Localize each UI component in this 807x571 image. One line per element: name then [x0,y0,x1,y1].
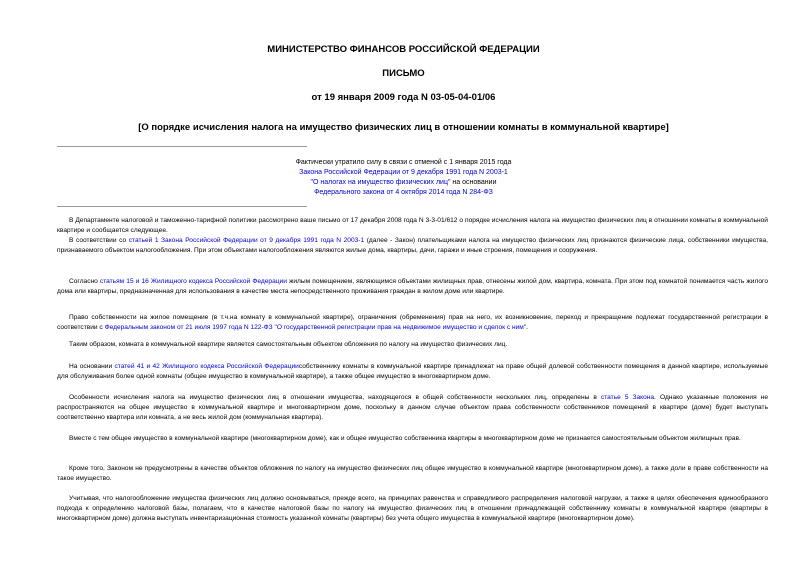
divider-top [57,146,307,147]
paragraph-6-text-b: собственнику комнаты в коммунальной квартире принадлежат на праве общей долевой собственности помещения в данной квартире, используемые для обслуживания более одной комнаты (общее имущество в коммунальной квартире), а также общее имущество в многоквартирном доме. [57,363,768,380]
paragraph-6 [57,362,768,382]
document-subject: [О порядке исчисления налога на имущество физических лиц в отношении комнаты в коммунальной квартире] [138,122,669,133]
paragraph-4-text-a: Право собственности на жилое помещение (в т.ч.на комнату в коммунальной квартире), ограничения (обременения) прав на него, их возникновение, переход и прекращение подлежат государственной регистрации в соответствии с [57,314,768,331]
paragraph-2 [57,236,768,256]
status-note [0,158,807,198]
divider-bottom [57,206,307,207]
document-date-number: от 19 января 2009 года N 03-05-04-01/06 [311,92,496,103]
paragraph-2-text-b: (далее - Закон) плательщиками налога на имущество физических лиц признаются физические лица, собственники имущества, признаваемого объектом налогообложения. При этом объектами налогообложения являются жилые дома, квартиры, дачи, гаражи и иные строения, помещения и сооружения. [57,237,768,254]
article-1-law-link[interactable]: статьей 1 Закона Российской Федерации от 9 декабря 1991 года N 2003-1 [128,237,365,244]
article-5-law-link[interactable]: статье 5 Закона [600,394,655,401]
law-2003-1-link[interactable]: Закона Российской Федерации от 9 декабря 1991 года N 2003-1 [299,169,508,176]
paragraph-5: Таким образом, комната в коммунальной квартире является самостоятельным объектом обложения по налогу на имущество физических лиц. [69,341,508,348]
status-note-line: Фактически утратило силу в связи с отменой с 1 января 2015 года [295,159,512,166]
paragraph-2-text-a: В соответствии со [69,237,129,244]
document-type: ПИСЬМО [382,68,425,79]
paragraph-10: Учитывая, что налогообложение имущества физических лиц должно основываться, прежде всего, на принципах равенства и справедливого распределения налоговой нагрузки, а также в целях обеспечения единообразного подхода к определению налоговой базы, полагаем, что в качестве налоговой базы по налогу на имущество физических лиц в отношении принадлежащей собственнику комнаты в коммунальной квартире (квартиры в многоквартирном доме) должна выступать инвентаризационная стоимость указанной комнаты (квартиры) без учета общего имущества в коммунальной квартире (многоквартирном доме). [57,495,768,522]
paragraph-4-text-b: . [526,324,529,331]
housing-code-41-42-link[interactable]: статей 41 и 42 Жилищного кодекса Российской Федерации [114,363,299,370]
law-122-fz-link[interactable]: Федеральным законом от 21 июля 1997 года N 122-ФЗ "О государственной регистрации прав на недвижимое имущество и сделок с ним" [104,324,527,331]
paragraph-3 [57,277,768,297]
paragraph-7-text-b: . Однако указанные положения не распространяются на общее имущество в коммунальной квартире и многоквартирном доме, поскольку в данном случае объектом права собственности собственников помещений в квартире (доме) будет выступать соответственно квартира или комната, а не весь жилой дом (коммунальная квартира). [57,394,768,421]
paragraph-3-text-a: Согласно [69,278,100,285]
law-284-fz-link[interactable]: Федерального закона от 4 октября 2014 года N 284-ФЗ [314,189,493,196]
housing-code-15-16-link[interactable]: статьям 15 и 16 Жилищного кодекса Российской Федерации [99,278,287,285]
paragraph-6-text-a: На основании [69,363,115,370]
law-title-link[interactable]: "О налогах на имущество физических лиц" [310,179,451,186]
ministry-heading: МИНИСТЕРСТВО ФИНАНСОВ РОССИЙСКОЙ ФЕДЕРАЦИИ [267,44,540,55]
paragraph-3-text-b: жилым помещением, являющимся объектами жилищных прав, отнесены жилой дом, квартира, комната. При этом под комнатой понимается часть жилого дома или квартиры, предназначенная для использования в качестве места непосредственного проживания граждан в жилом доме или квартире. [57,278,768,295]
paragraph-7-text-a: Особенности исчисления налога на имущество физических лиц в отношении имущества, находящегося в общей собственности нескольких лиц, определены в [69,394,601,401]
paragraph-4 [57,313,768,333]
paragraph-1: В Департаменте налоговой и таможенно-тарифной политики рассмотрено ваше письмо от 17 декабря 2008 года N 3-3-01/612 о порядке исчисления налога на имущество физических лиц в отношении комнаты в коммунальной квартире и сообщается следующее. [57,217,768,234]
paragraph-8: Вместе с тем общее имущество в коммунальной квартире (многоквартирном доме), как и общее имущество собственника квартиры в многоквартирном доме не признается самостоятельным объектом жилищных прав. [69,435,741,442]
paragraph-7 [57,393,768,423]
paragraph-9: Кроме того, Законом не предусмотрены в качестве объектов обложения по налогу на имущество физических лиц общее имущество в коммунальной квартире (многоквартирном доме), а также доли в праве собственности на такое имущество. [57,465,768,482]
status-note-tail: на основании [450,179,497,186]
